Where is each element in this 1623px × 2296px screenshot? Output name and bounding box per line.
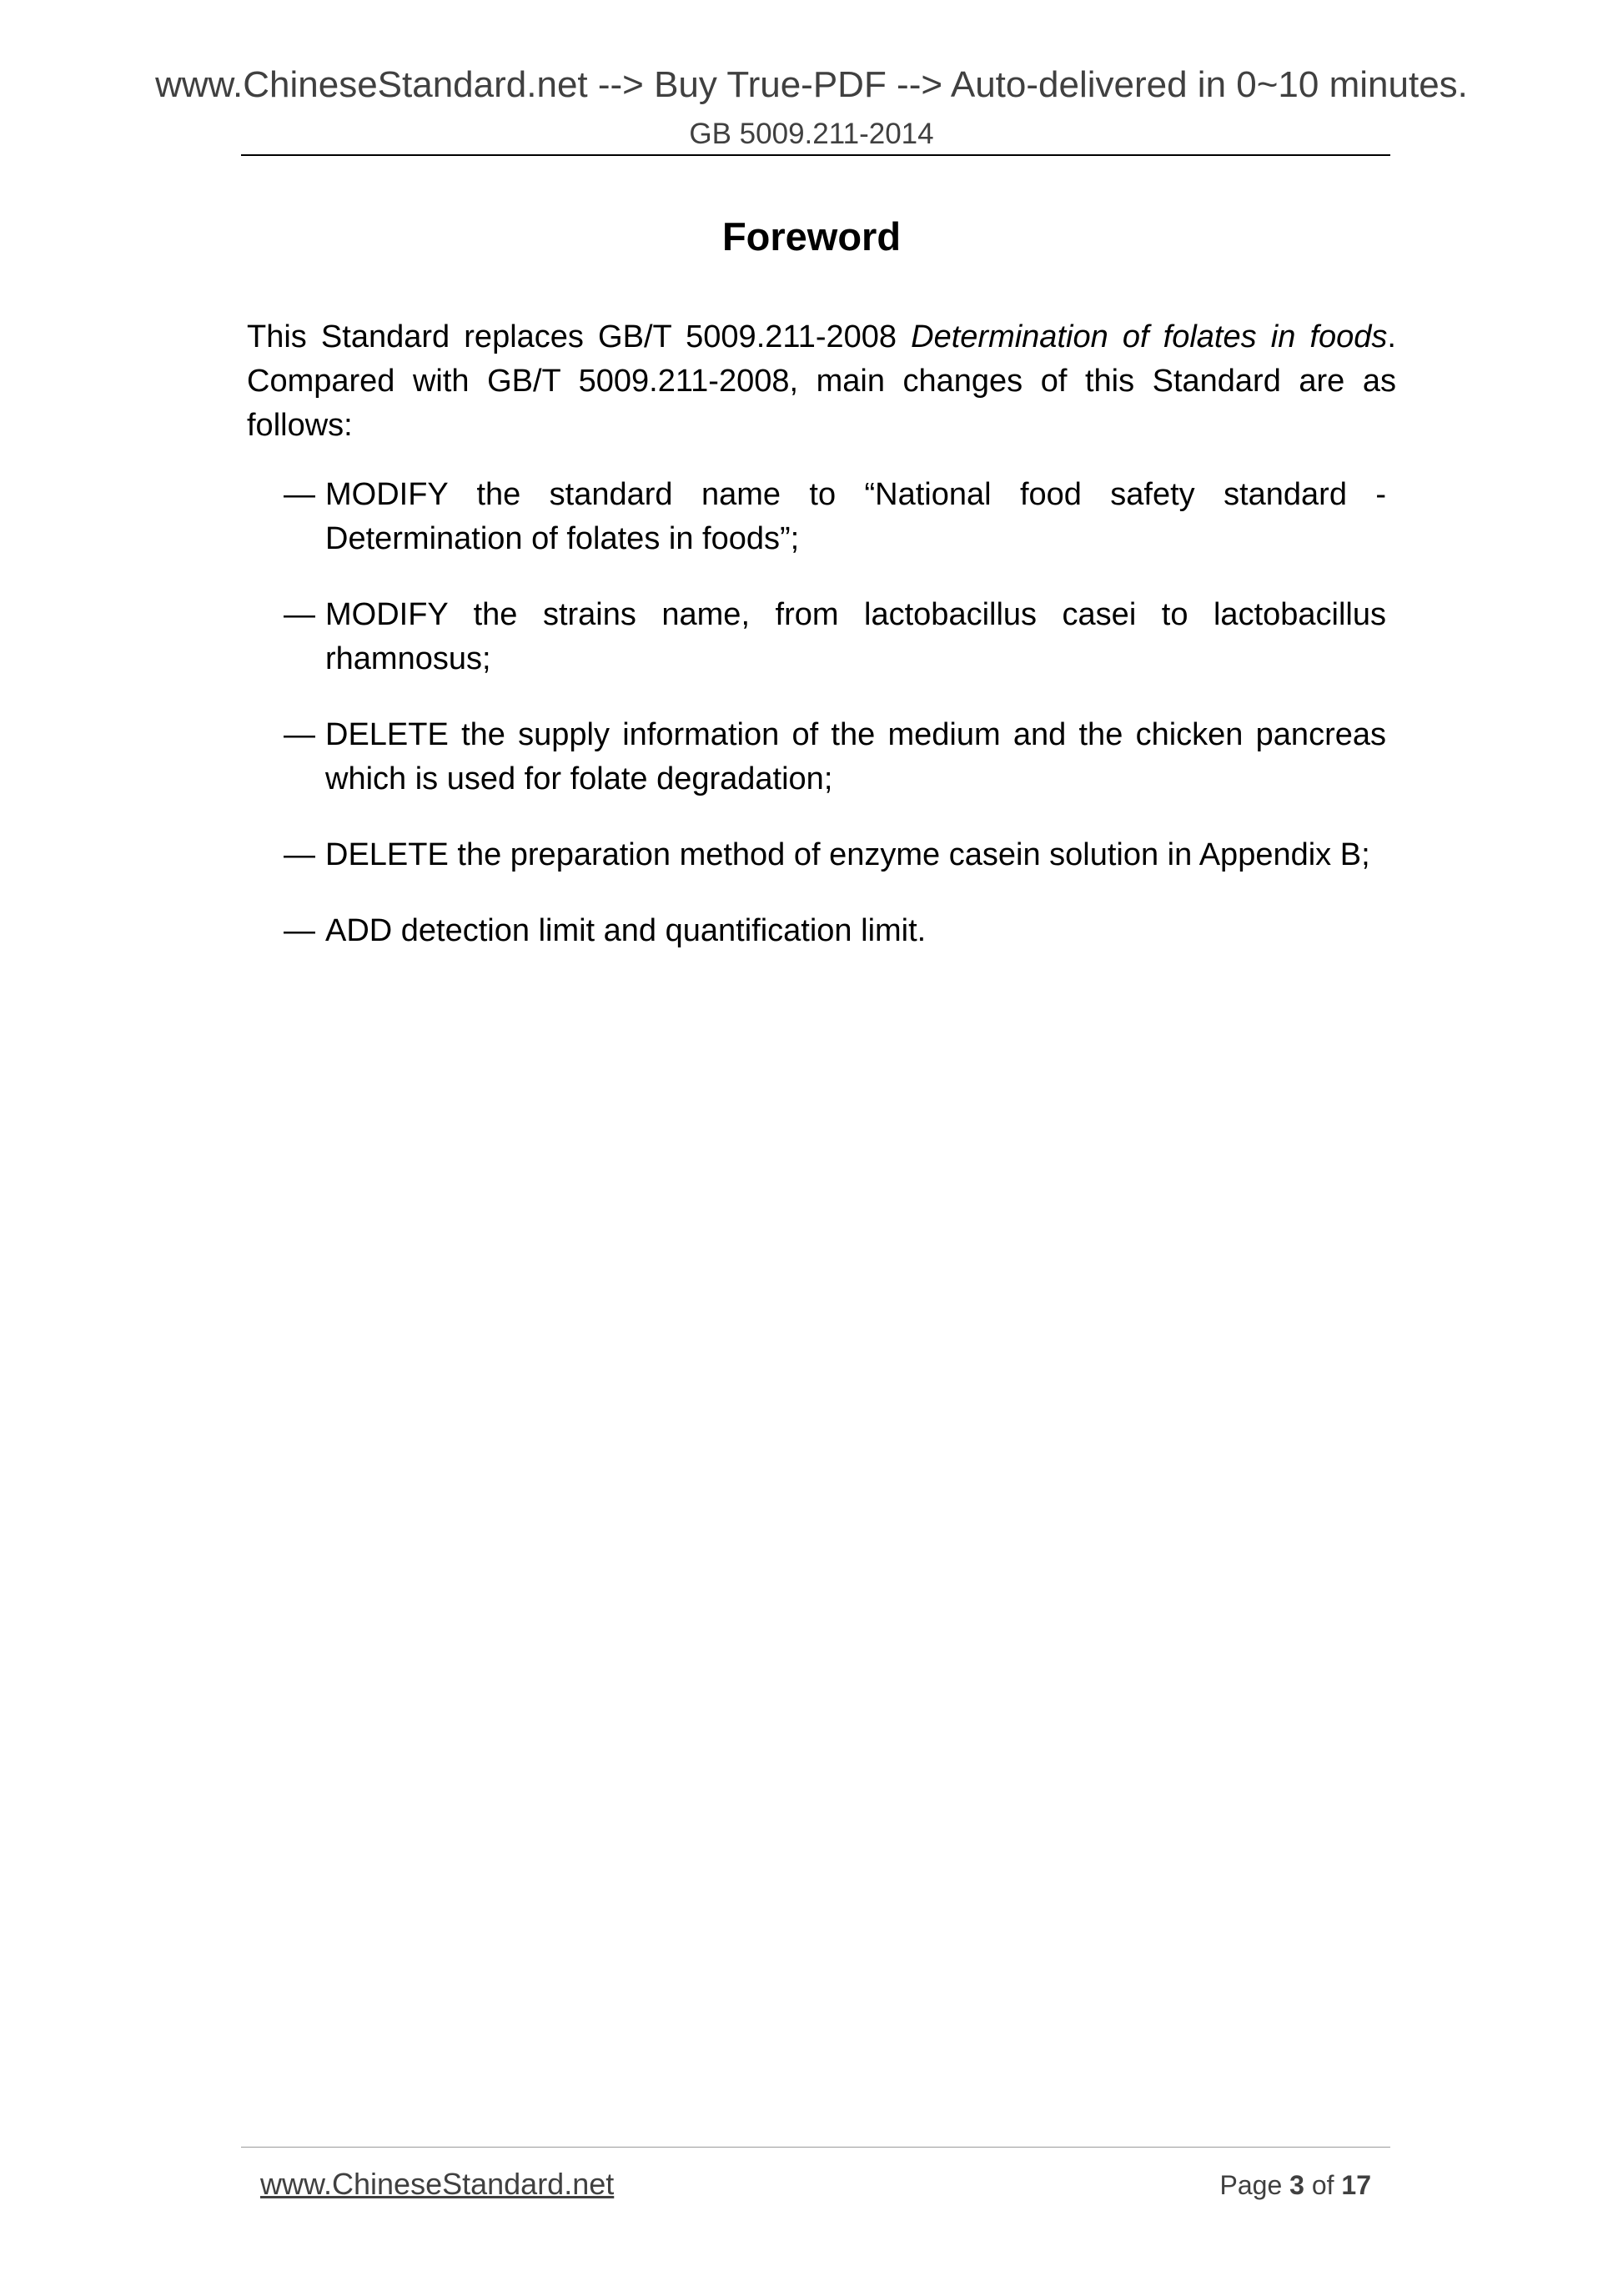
total-pages: 17 xyxy=(1341,2170,1371,2200)
list-item xyxy=(247,473,1396,561)
of-word: of xyxy=(1311,2170,1334,2200)
list-item-text: MODIFY the standard name to “National food safety standard - Determination of folates in foods”; xyxy=(325,477,1386,556)
list-item-text: DELETE the supply information of the medium and the chicken pancreas which is used for folate degradation; xyxy=(325,717,1386,796)
list-dash: — xyxy=(284,477,315,512)
page-number xyxy=(1220,2170,1371,2201)
current-page: 3 xyxy=(1289,2170,1304,2200)
list-item-text: DELETE the preparation method of enzyme casein solution in Appendix B; xyxy=(325,837,1370,872)
list-item xyxy=(247,909,1396,953)
intro-text-start: This Standard replaces GB/T 5009.211-2008 xyxy=(247,319,912,354)
page-title: Foreword xyxy=(721,214,902,259)
list-dash: — xyxy=(284,837,315,872)
list-item-text: ADD detection limit and quantification limit. xyxy=(325,913,927,948)
intro-second-sentence: Compared with GB/T 5009.211-2008, main changes of this Standard are as follows: xyxy=(247,364,1396,443)
standard-code: GB 5009.211-2014 xyxy=(689,118,934,150)
list-dash: — xyxy=(284,913,315,948)
header-divider xyxy=(241,154,1390,156)
list-item xyxy=(247,713,1396,801)
footer-site-link[interactable]: www.ChineseStandard.net xyxy=(260,2167,615,2201)
list-item xyxy=(247,833,1396,877)
site-banner: www.ChineseStandard.net --> Buy True-PDF --> Auto-delivered in 0~10 minutes. xyxy=(155,64,1468,105)
footer-divider xyxy=(241,2147,1390,2148)
foreword-body xyxy=(247,315,1396,985)
list-item-text: MODIFY the strains name, from lactobacillus casei to lactobacillus rhamnosus; xyxy=(325,597,1386,676)
list-dash: — xyxy=(284,717,315,752)
page-word: Page xyxy=(1219,2170,1283,2200)
changes-list xyxy=(247,473,1396,953)
replaced-standard-title: Determination of folates in foods xyxy=(911,319,1388,354)
intro-paragraph xyxy=(247,315,1396,448)
intro-text-end: . xyxy=(1387,319,1396,354)
list-dash: — xyxy=(284,597,315,632)
list-item xyxy=(247,593,1396,681)
